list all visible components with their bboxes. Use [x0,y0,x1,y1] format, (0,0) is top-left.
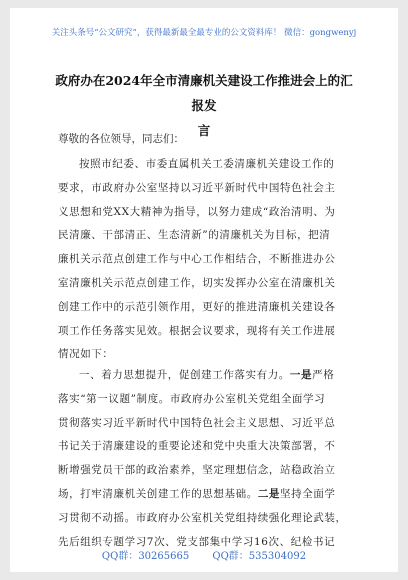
salutation: 尊敬的各位领导，同志们： [58,133,184,145]
paragraph-line: 落实“第一议题”制度。市政府办公室机关党组全面学习 [58,392,326,405]
paragraph-line: 创建工作中的示范引领作用，更好的推进清廉机关建设各 [58,300,336,313]
header-banner: 关注头条号“公文研究”，获得最新最全最专业的公文资料库！ 微信：gongwenyj [51,28,357,38]
document-page [10,8,398,572]
paragraph-line [58,364,358,388]
title-line-2: 言 [197,123,211,138]
footer-contacts [10,547,398,562]
qq-group-1: QQ群：30265665 [101,551,190,562]
paragraph-line: 贯彻落实习近平新时代中国特色社会主义思想、习近平总 [58,416,336,429]
paragraph-line: 项工作任务落实见效。根据会议要求，现将有关工作进展 [58,324,336,337]
paragraph-line: 室清廉机关示范点创建工作，切实发挥办公室在清廉机关 [58,276,336,289]
line-text: 场，打牢清廉机关创建工作的思想基础。 [58,487,258,500]
paragraph-line: 按照市纪委、市委直属机关工委清廉机关建设工作的 [79,158,335,170]
paragraph-line: 要求，市政府办公室坚持以习近平新时代中国特色社会主 [58,181,336,194]
paragraph-line: 断增强党员干部的政治素养，坚定理想信念，站稳政治立 [58,464,336,477]
paragraph-2 [58,364,358,554]
line-tail-text: 严格 [312,369,335,381]
emphasis-text: 二是 [257,487,281,500]
section-heading-text: 一、着力思想提升，促创建工作落实有力。 [79,369,290,381]
paragraph-line: 廉机关示范点创建工作与中心工作相结合，不断推进办公 [58,253,336,266]
paragraph-1 [58,153,358,367]
title-line-1: 政府办在2024年全市清廉机关建设工作推进会上的汇报发 [55,73,353,113]
paragraph-line: 习贯彻不动摇。市政府办公室机关党组持续强化理论武装， [58,511,347,524]
paragraph-line: 书记关于清廉建设的重要论述和党中央重大决策部署，不 [58,440,336,453]
paragraph-line: 先后组织专题学习7次、党支部集中学习16次、纪检书记 [58,535,336,548]
paragraph-line [58,483,358,507]
paragraph-line: 义思想和党XX大精神为指导，以努力建成“政治清明、为 [58,205,336,218]
paragraph-line: 情况如下： [58,348,114,361]
line-tail-text: 坚持全面学 [280,487,336,500]
qq-group-2: QQ群：535304092 [212,551,307,562]
emphasis-text: 一是 [289,369,313,381]
paragraph-line: 民清廉、干部清正、生态清新”的清廉机关为目标，把清 [58,229,331,242]
